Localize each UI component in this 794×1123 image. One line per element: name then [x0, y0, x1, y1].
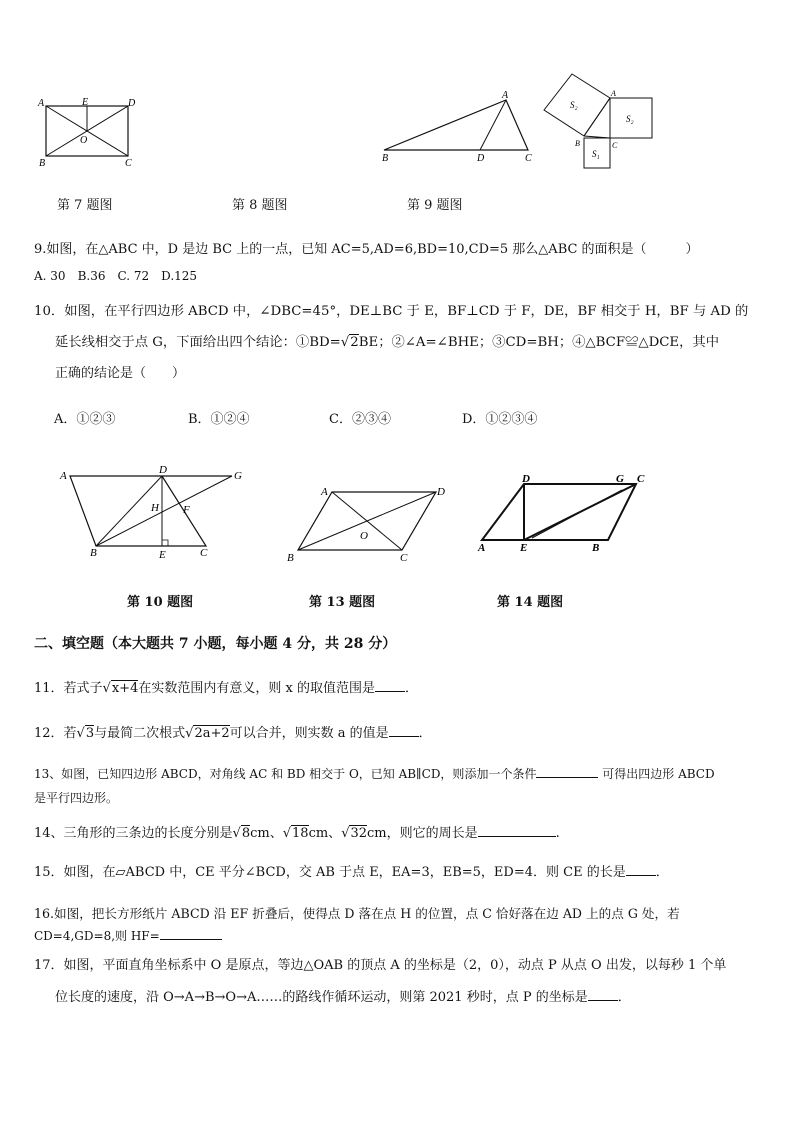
- q10-sqrt2: 2: [350, 335, 359, 350]
- fig9-label-s2a: S₂: [570, 100, 578, 110]
- caption-fig14: 第 14 题图: [497, 595, 564, 610]
- q10-option-b: B．①②④: [188, 412, 250, 427]
- figure-9: [540, 68, 660, 174]
- q9-text: 9.如图，在△ABC 中，D 是边 BC 上的一点，已知 AC=5,AD=6,BD=10,CD=5 那么△ABC 的面积是（ ）: [34, 242, 699, 257]
- fig14-label-d: D: [522, 473, 530, 485]
- q14: 14、三角形的三条边的长度分别是√8cm、√18cm、√32cm，则它的周长是 .: [34, 826, 560, 841]
- q14-b: cm、: [250, 826, 283, 841]
- q17-line1: 17．如图，平面直角坐标系中 O 是原点，等边△OAB 的顶点 A 的坐标是（2，0），动点 P 从点 O 出发，以每秒 1 个单: [34, 958, 727, 973]
- fig10-label-h: H: [151, 502, 159, 514]
- fig13-label-a: A: [321, 486, 328, 498]
- q12: 12．若√3与最简二次根式√2a+2可以合并，则实数 a 的值是 ．: [34, 726, 432, 741]
- fig10-label-g: G: [234, 470, 242, 482]
- fig7-label-c: C: [125, 158, 132, 168]
- q14-d: cm，则它的周长是: [367, 826, 478, 841]
- fig7-label-a: A: [38, 98, 45, 109]
- q16-blank[interactable]: [160, 927, 222, 940]
- figure-10: [56, 462, 256, 562]
- q14-blank[interactable]: [478, 824, 556, 837]
- q14-sqrt2: 18: [292, 826, 309, 841]
- q15-blank[interactable]: [626, 863, 656, 876]
- q12-sqrt2: 2a+2: [194, 726, 230, 741]
- q9-options: A. 30 B.36 C. 72 D.125: [34, 269, 198, 283]
- q14-sqrt3: 32: [350, 826, 368, 841]
- q16-line1: 16.如图，把长方形纸片 ABCD 沿 EF 折叠后，使得点 D 落在点 H 的位置，点 C 恰好落在边 AD 上的点 G 处，若: [34, 906, 680, 921]
- fig8-label-c: C: [525, 153, 532, 164]
- q11: 11．若式子√x+4在实数范围内有意义，则 x 的取值范围是 ．: [34, 681, 418, 696]
- q10-option-d: D．①②③④: [462, 412, 538, 427]
- q10-line3: 正确的结论是（ ）: [55, 366, 186, 381]
- fig9-label-b: B: [575, 139, 580, 148]
- fig9-label-s1: S₁: [592, 149, 600, 159]
- fig10-label-b: B: [90, 547, 97, 559]
- q14-a: 14、三角形的三条边的长度分别是: [34, 826, 233, 841]
- q10-line2-a: 延长线相交于点 G，下面给出四个结论：①BD=: [55, 335, 341, 350]
- fig10-label-c: C: [200, 547, 208, 559]
- figure-8: [376, 88, 546, 168]
- q10-option-c: C．②③④: [329, 412, 391, 427]
- q12-d: ．: [418, 726, 432, 741]
- fig10-label-a: A: [60, 470, 67, 482]
- caption-fig8: 第 8 题图: [232, 198, 288, 213]
- q11-blank[interactable]: [375, 679, 405, 692]
- fig10-label-e: E: [159, 549, 166, 561]
- caption-fig13: 第 13 题图: [309, 595, 376, 610]
- q17-blank[interactable]: [588, 988, 618, 1001]
- q10-line2-b: BE；②∠A=∠BHE；③CD=BH；④△BCF≌△DCE，其中: [358, 335, 720, 350]
- caption-fig9: 第 9 题图: [407, 198, 463, 213]
- q13-a: 13、如图，已知四边形 ABCD，对角线 AC 和 BD 相交于 O，已知 AB∥CD，则添加一个条件: [34, 767, 537, 781]
- q15-end: ．: [655, 865, 669, 880]
- fig13-label-o: O: [360, 530, 368, 542]
- q14-c: cm、: [308, 826, 342, 841]
- fig7-label-e: E: [82, 97, 89, 108]
- fig8-label-b: B: [382, 153, 389, 164]
- q14-sqrt1: 8: [241, 826, 251, 841]
- q17-end: ．: [617, 990, 631, 1005]
- fig13-label-b: B: [287, 552, 294, 564]
- q16-line2: [34, 927, 222, 944]
- q14-e: .: [555, 826, 560, 841]
- q16-line2-text: CD=4,GD=8,则 HF=: [34, 929, 160, 943]
- fig8-label-a: A: [502, 90, 509, 101]
- q17-line2-text: 位长度的速度，沿 O→A→B→O→A……的路线作循环运动，则第 2021 秒时，点 P 的坐标是: [55, 990, 588, 1005]
- fig10-label-d: D: [159, 464, 167, 476]
- q15-text: 15．如图，在▱ABCD 中，CE 平分∠BCD，交 AB 于点 E，EA=3，EB=5，ED=4．则 CE 的长是: [34, 865, 626, 880]
- fig14-label-e: E: [520, 542, 528, 554]
- fig13-label-c: C: [400, 552, 408, 564]
- q12-a: 12．若: [34, 726, 77, 741]
- fig14-label-c: C: [637, 473, 645, 485]
- fig14-label-b: B: [592, 542, 600, 554]
- fig9-label-a: A: [611, 89, 616, 98]
- q13-line2: 是平行四边形。: [34, 791, 119, 805]
- caption-fig10: 第 10 题图: [127, 595, 194, 610]
- fig9-label-c: C: [612, 141, 618, 150]
- fig10-label-f: F: [183, 504, 190, 516]
- q12-blank[interactable]: [389, 724, 419, 737]
- q11-c: ．: [404, 681, 418, 696]
- q12-c: 可以合并，则实数 a 的值是: [229, 726, 389, 741]
- fig7-label-b: B: [39, 158, 46, 168]
- q10-line1: 10．如图，在平行四边形 ABCD 中，∠DBC=45°，DE⊥BC 于 E，BF⊥CD 于 F，DE，BF 相交于 H，BF 与 AD 的: [34, 304, 749, 319]
- caption-fig7: 第 7 题图: [57, 198, 113, 213]
- q13-blank[interactable]: [536, 765, 598, 778]
- fig14-label-g: G: [616, 473, 624, 485]
- fig9-label-s2b: S₂: [626, 114, 634, 124]
- fig8-label-d: D: [477, 153, 485, 164]
- figure-7: [36, 96, 146, 168]
- fig14-label-a: A: [478, 542, 486, 554]
- figure-13: [284, 478, 454, 568]
- q11-sqrt: x+4: [111, 681, 139, 696]
- q15: [34, 861, 669, 880]
- q13-line1: [34, 765, 715, 782]
- q12-b: 与最简二次根式: [94, 726, 186, 741]
- q11-a: 11．若式子: [34, 681, 103, 696]
- figure-14: [472, 468, 652, 558]
- q17-line2: [55, 986, 631, 1005]
- q10-option-a: A．①②③: [54, 412, 116, 427]
- q13-b: 可得出四边形 ABCD: [602, 767, 715, 781]
- q12-sqrt1: 3: [85, 726, 95, 741]
- q11-b: 在实数范围内有意义，则 x 的取值范围是: [138, 681, 375, 696]
- fig7-label-o: O: [80, 135, 88, 146]
- section-2-heading: 二、填空题（本大题共 7 小题，每小题 4 分，共 28 分）: [34, 636, 397, 652]
- q10-line2: 延长线相交于点 G，下面给出四个结论：①BD=√2BE；②∠A=∠BHE；③CD=BH；④△BCF≌△DCE，其中: [55, 335, 720, 350]
- fig13-label-d: D: [437, 486, 445, 498]
- fig7-label-d: D: [128, 98, 136, 109]
